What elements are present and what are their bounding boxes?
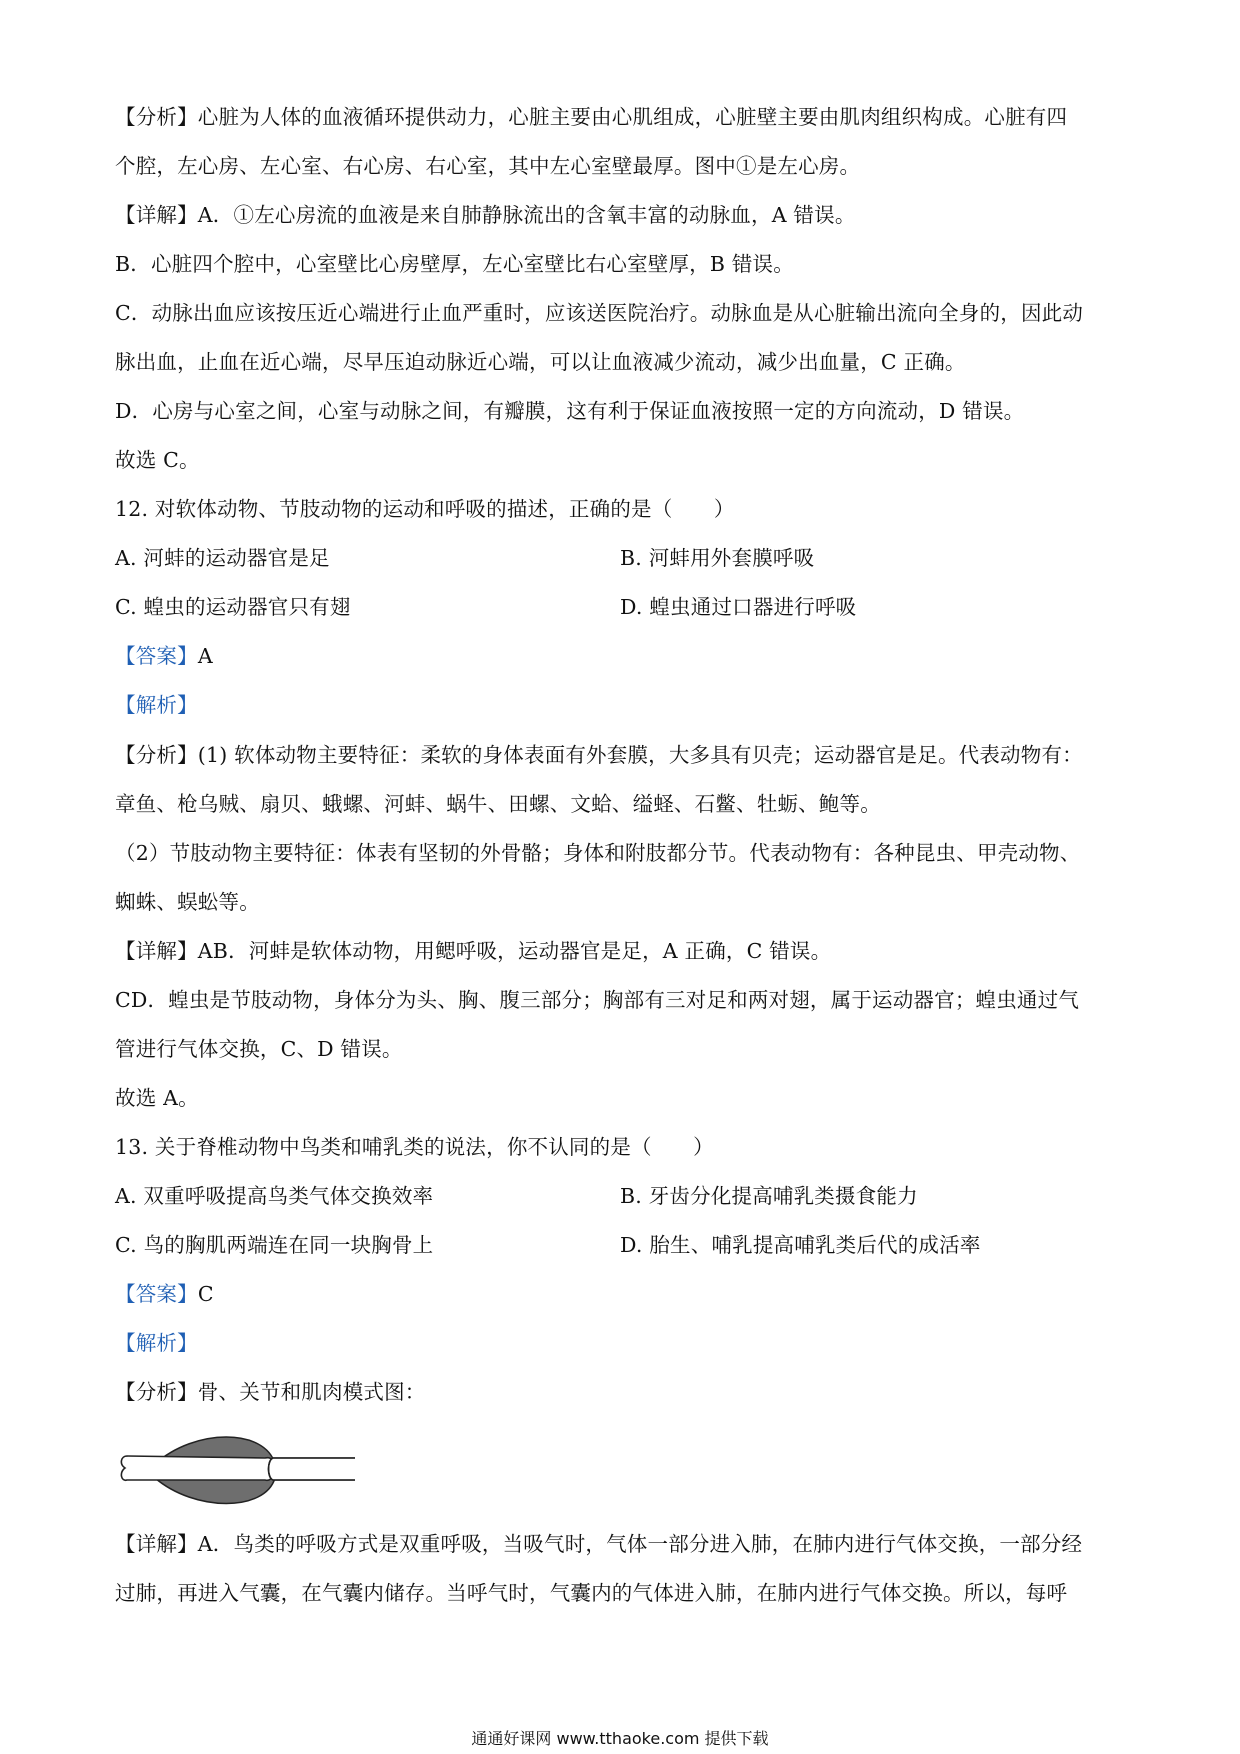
text-line: 个腔，左心房、左心室、右心房、右心室，其中左心室壁最厚。图中①是左心房。 (115, 154, 861, 178)
option-d: D. 胎生、哺乳提高哺乳类后代的成活率 (620, 1233, 981, 1257)
question-13-options-row-1 (115, 1181, 1135, 1211)
text-line: 【详解】AB．河蚌是软体动物，用鳃呼吸，运动器官是足，A 正确，C 错误。 (115, 939, 832, 963)
option-b: B. 河蚌用外套膜呼吸 (620, 546, 815, 570)
muscle-shape (155, 1478, 275, 1504)
question-13-options-row-2 (115, 1230, 1135, 1260)
text-line: 脉出血，止血在近心端，尽早压迫动脉近心端，可以让血液减少流动，减少出血量，C 正确。 (115, 350, 966, 374)
answer-value: A (197, 644, 213, 668)
bone-shape (121, 1456, 273, 1480)
text-line: B．心脏四个腔中，心室壁比心房壁厚，左心室壁比右心室壁厚，B 错误。 (115, 252, 794, 276)
option-d: D. 蝗虫通过口器进行呼吸 (620, 595, 857, 619)
text-line: 【分析】(1) 软体动物主要特征：柔软的身体表面有外套膜，大多具有贝壳；运动器官是足。代表动物有： (115, 743, 1083, 767)
text-line: （2）节肢动物主要特征：体表有坚韧的外骨骼；身体和附肢都分节。代表动物有：各种昆虫、甲壳动物、 (115, 841, 1081, 865)
answer-label: 【答案】 (115, 644, 198, 668)
option-a: A. 河蚌的运动器官是足 (115, 546, 330, 570)
option-b: B. 牙齿分化提高哺乳类摄食能力 (620, 1184, 918, 1208)
option-c: C. 蝗虫的运动器官只有翅 (115, 595, 351, 619)
question-12-answer (115, 641, 1135, 671)
question-13-stem: 13. 关于脊椎动物中鸟类和哺乳类的说法，你不认同的是（ ） (115, 1135, 714, 1159)
answer-value: C (197, 1282, 214, 1306)
option-c: C. 鸟的胸肌两端连在同一块胸骨上 (115, 1233, 434, 1257)
text-line: CD．蝗虫是节肢动物，身体分为头、胸、腹三部分；胸部有三对足和两对翅，属于运动器官；蝗虫通过气 (115, 988, 1080, 1012)
text-line: C．动脉出血应该按压近心端进行止血严重时，应该送医院治疗。动脉血是从心脏输出流向全身的，因此动 (115, 301, 1084, 325)
question-12-stem: 12. 对软体动物、节肢动物的运动和呼吸的描述，正确的是（ ） (115, 497, 735, 521)
answer-label: 【答案】 (115, 1282, 198, 1306)
text-line: 章鱼、枪乌贼、扇贝、蛾螺、河蚌、蜗牛、田螺、文蛤、缢蛏、石鳖、牡蛎、鲍等。 (115, 792, 881, 816)
bone-joint-muscle-diagram (115, 1420, 365, 1515)
text-line: 故选 A。 (115, 1086, 199, 1110)
text-line: 【分析】心脏为人体的血液循环提供动力，心脏主要由心肌组成，心脏壁主要由肌肉组织构成。心脏有四 (115, 105, 1068, 129)
text-line: 【详解】A．①左心房流的血液是来自肺静脉流出的含氧丰富的动脉血，A 错误。 (115, 203, 856, 227)
option-a: A. 双重呼吸提高鸟类气体交换效率 (115, 1184, 434, 1208)
analysis-label: 【解析】 (115, 1331, 198, 1355)
text-line: 故选 C。 (115, 448, 200, 472)
text-line: D．心房与心室之间，心室与动脉之间，有瓣膜，这有利于保证血液按照一定的方向流动，D 错误。 (115, 399, 1025, 423)
text-line: 过肺，再进入气囊，在气囊内储存。当呼气时，气囊内的气体进入肺，在肺内进行气体交换。所以，每呼 (115, 1581, 1068, 1605)
analysis-label: 【解析】 (115, 693, 198, 717)
text-line: 蜘蛛、蜈蚣等。 (115, 890, 260, 914)
page-footer: 通通好课网 www.tthaoke.com 提供下载 (471, 1729, 769, 1748)
text-line: 管进行气体交换，C、D 错误。 (115, 1037, 403, 1061)
question-13-answer (115, 1279, 1135, 1309)
text-line: 【分析】骨、关节和肌肉模式图： (115, 1380, 426, 1404)
text-line: 【详解】A．鸟类的呼吸方式是双重呼吸，当吸气时，气体一部分进入肺，在肺内进行气体交换，一部分经 (115, 1532, 1083, 1556)
question-12-options-row-2 (115, 592, 1135, 622)
question-12-options-row-1 (115, 543, 1135, 573)
